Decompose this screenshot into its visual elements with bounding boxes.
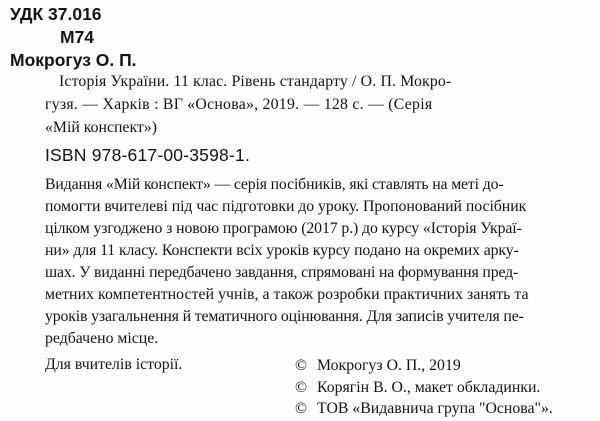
copyright-symbol: © bbox=[295, 379, 308, 396]
annotation-line-4: ни» для 11 класу. Конспекти всіх уроків курсу подано на окремих арку- bbox=[45, 242, 519, 259]
copyright-cover-text: Корягін В. О., макет обкладинки. bbox=[317, 379, 541, 396]
udk-code: УДК 37.016 bbox=[10, 4, 102, 24]
description-line-3: «Мій конспект») bbox=[45, 119, 157, 136]
annotation-line-3: цілком узгоджено з новою програмою (2017 р.) до курсу «Історія Украї- bbox=[45, 220, 522, 237]
isbn: ISBN 978-617-00-3598-1. bbox=[45, 145, 251, 165]
annotation-line-7: уроків узагальнення й тематичного оцінювання. Для записів учителя пе- bbox=[45, 308, 524, 325]
copyright-symbol: © bbox=[295, 400, 308, 417]
copyright-cover-designer bbox=[295, 380, 540, 396]
description-line-2: гузя. — Харків : ВГ «Основа», 2019. — 128 с. — (Серія bbox=[45, 96, 433, 113]
copyright-publisher-text: ТОВ «Видавнича група "Основа"». bbox=[317, 400, 553, 417]
annotation-line-6: метних компетентностей учнів, а також розробки практичних занять та bbox=[45, 286, 529, 303]
copyright-symbol: © bbox=[295, 357, 308, 374]
audience-note: Для вчителів історії. bbox=[45, 356, 183, 373]
copyright-publisher bbox=[295, 401, 553, 417]
copyright-author bbox=[295, 358, 461, 374]
copyright-author-text: Мокрогуз О. П., 2019 bbox=[317, 357, 461, 374]
annotation-line-1: Видання «Мій конспект» — серія посібників, які ставлять на меті до- bbox=[45, 176, 504, 193]
annotation-line-5: шах. У виданні передбачено завдання, спрямовані на формування пред- bbox=[45, 264, 519, 281]
description-line-1: Історія України. 11 клас. Рівень стандарту / О. П. Мокро- bbox=[59, 73, 452, 90]
annotation-line-8: редбачено місце. bbox=[45, 330, 159, 347]
annotation-line-2: помогти вчителеві під час підготовки до уроку. Пропонований посібник bbox=[45, 198, 527, 215]
author-sign: М74 bbox=[60, 27, 95, 47]
author-name: Мокрогуз О. П. bbox=[10, 50, 137, 70]
